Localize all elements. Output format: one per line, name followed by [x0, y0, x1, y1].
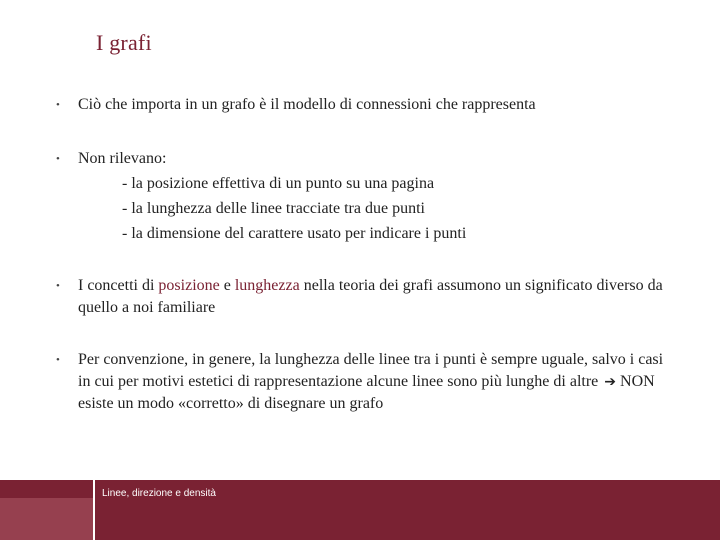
bullet-4-body: Per convenzione, in genere, la lunghezza delle linee tra i punti è sempre uguale, salvo i casi in cui per motivi estetici di rappresentazione alcune linee sono più lunghe di altre: [78, 351, 664, 390]
bullet-dot: •: [56, 99, 60, 111]
bullet-3-part1: I concetti di: [78, 277, 159, 294]
bullet-1-text: Ciò che importa in un grafo è il modello di connessioni che rappresenta: [78, 96, 536, 113]
footer-label: Linee, direzione e densità: [102, 488, 216, 499]
sub-item-posizione: - la posizione effettiva di un punto su una pagina: [122, 175, 435, 192]
footer-accent-block: [0, 498, 93, 540]
bullet-4-text: [78, 349, 678, 415]
bullet-2-intro: Non rilevano:: [78, 150, 167, 167]
slide-title: I grafi: [96, 30, 152, 55]
highlight-lunghezza: lunghezza: [234, 277, 300, 294]
bullet-3-part3: nella teoria dei grafi assumono un significato diverso da quello a noi familiare: [78, 277, 663, 316]
sub-item-dimensione: - la dimensione del carattere usato per indicare i punti: [122, 225, 467, 242]
bullet-3-part2: e: [219, 277, 235, 294]
bullet-dot: •: [56, 153, 60, 165]
bullet-dot: •: [56, 354, 60, 366]
footer-divider: [93, 480, 95, 540]
bullet-3-text: [78, 275, 678, 319]
sub-item-lunghezza: - la lunghezza delle linee tracciate tra due punti: [122, 200, 425, 217]
bullet-dot: •: [56, 280, 60, 292]
arrow-right-icon: ➔: [604, 374, 617, 390]
bullet-4-conclusion: NON esiste un modo «corretto» di disegnare un grafo: [78, 373, 655, 412]
highlight-posizione: posizione: [158, 277, 220, 294]
